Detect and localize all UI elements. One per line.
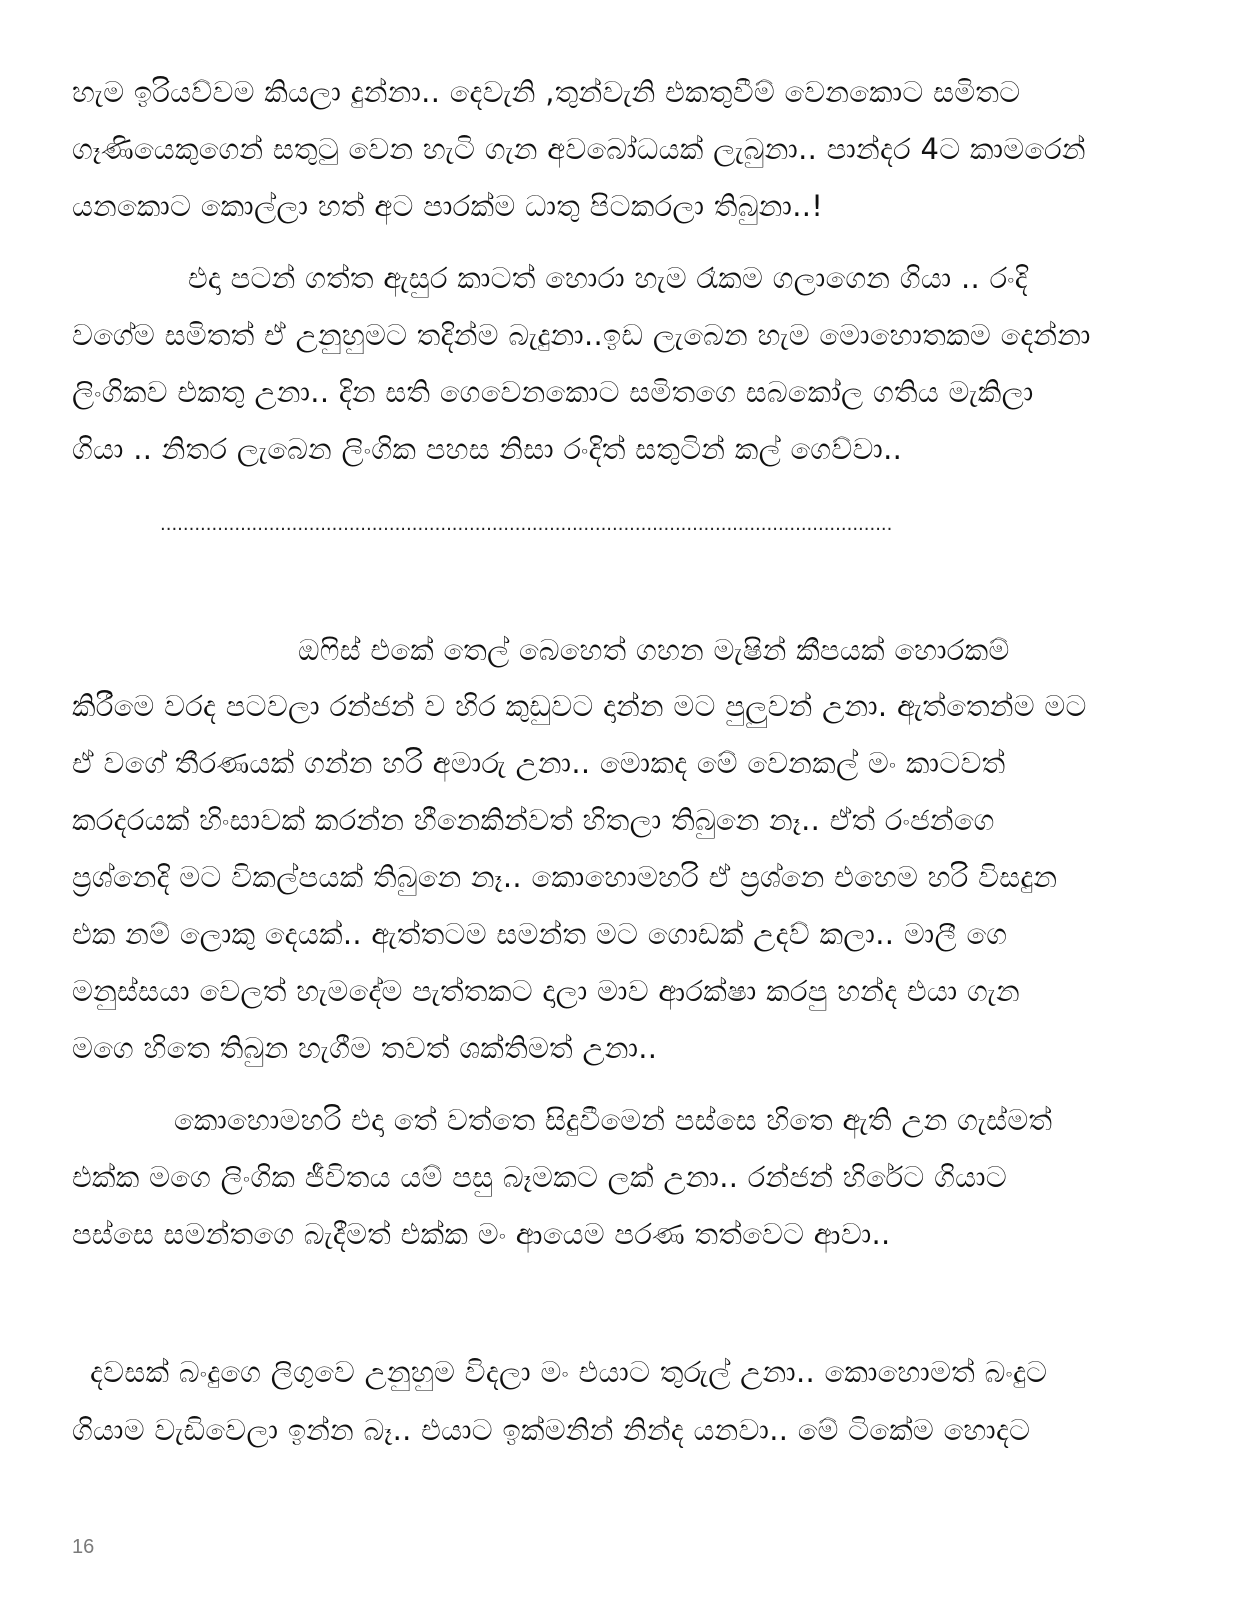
paragraph-3-line-6: එක නම් ලොකු දෙයක්.. ඇත්තටම සමන්ත මට ගොඩක් උදව් කලා.. මාලී ගෙ — [72, 917, 1008, 951]
paragraph-3-line-7: මනුස්සයා වෙලත් හැමදේම පැත්තකට දාලා මාව ආරක්ෂා කරපු හන්ද එයා ගැන — [72, 974, 1021, 1008]
paragraph-4-line-1: කොහොමහරි එදා තේ වත්තෙ සිදුවීමෙන් පස්සෙ හිතෙ ඇති උන ගැස්මත් — [174, 1103, 1053, 1137]
paragraph-1-line-3: යනකොට කොල්ලා හත් අට පාරක්ම ධාතු පිටකරලා තිබුනා..! — [72, 189, 824, 223]
paragraph-2-line-4: ගියා .. නිතර ලැබෙන ලිංගික පහස නිසා රංදිත් සතුටින් කල් ගෙව්වා.. — [72, 432, 903, 466]
paragraph-1-line-1: හැම ඉරියව්වම කියලා දුන්නා.. දෙවැනි ,තුන්වැනි එකතුවීම් වෙනකොට සමිතට — [72, 75, 1021, 109]
page-number: 16 — [72, 1536, 95, 1558]
paragraph-3-line-5: ප්‍රශ්නෙදි මට විකල්පයක් තිබුනෙ නෑ.. කොහොමහරි ඒ ප්‍රශ්නෙ එහෙම හරි විසදුන — [72, 860, 1058, 894]
paragraph-4-line-2: එක්ක මගෙ ලිංගික ජීවිතය යම් පසු බෑමකට ලක් උනා.. රන්ජන් හිරේට ගියාට — [72, 1160, 1007, 1194]
paragraph-2-line-2: වගේම සමිතත් ඒ උනුහුමට තදින්ම බැදුනා..ඉඩ ලැබෙන හැම මොහොතකම දෙන්නා — [72, 318, 1091, 352]
paragraph-2-line-3: ලිංගිකව එකතු උනා.. දින සති ගෙවෙනකොට සමිතගෙ සබකෝල ගතිය මැකිලා — [72, 375, 1034, 409]
paragraph-3-line-3: ඒ වගේ තීරණයක් ගන්න හරි අමාරු උනා.. මොකද මේ වෙනකල් මං කාටවත් — [72, 746, 1006, 780]
paragraph-5-line-2: ගියාම වැඩිවෙලා ඉන්න බෑ.. එයාට ඉක්මනින් නින්ද යනවා.. මේ ටිකේම හොදට — [72, 1413, 1031, 1447]
paragraph-5-line-1: දවසක් බංදුගෙ ලිගුවෙ උනුහුම විදලා මං එයාට තුරුල් උනා.. කොහොමත් බංදුට — [90, 1355, 1048, 1389]
paragraph-3-line-1: ඔෆිස් එකේ තෙල් බෙහෙත් ගහන මැෂින් කීපයක් හොරකම් — [298, 633, 1010, 667]
paragraph-3-line-4: කරදරයක් හිංසාවක් කරන්න හීනෙකින්වත් හිතලා තිබුනෙ නෑ.. ඒත් රංජන්ගෙ — [72, 803, 995, 837]
paragraph-1-line-2: ගෑණියෙකුගෙන් සතුටු වෙන හැටි ගැන අවබෝධයක් ලැබුනා.. පාන්දර 4ට කාමරෙන් — [72, 132, 1086, 166]
paragraph-3-line-8: මගෙ හිතෙ තිබුන හැගීම තවත් ශක්තිමත් උනා.. — [72, 1031, 658, 1065]
paragraph-2-line-1: එදා පටන් ගත්ත ඇසුර කාටත් හොරා හැම රෑකම ගලාගෙන ගියා .. රංදි — [188, 261, 1028, 295]
paragraph-3-line-2: කිරීමෙ වරද පටවලා රන්ජන් ව හිර කුඩුවට දාන්න මට පුලුවන් උනා. ඇත්තෙන්ම මට — [72, 689, 1087, 723]
paragraph-4-line-3: පස්සෙ සමන්තගෙ බැදීමත් එක්ක මං ආයෙම පරණ තත්වෙට ආවා.. — [72, 1217, 891, 1251]
section-separator: ................................................................................................................................ — [160, 514, 893, 535]
